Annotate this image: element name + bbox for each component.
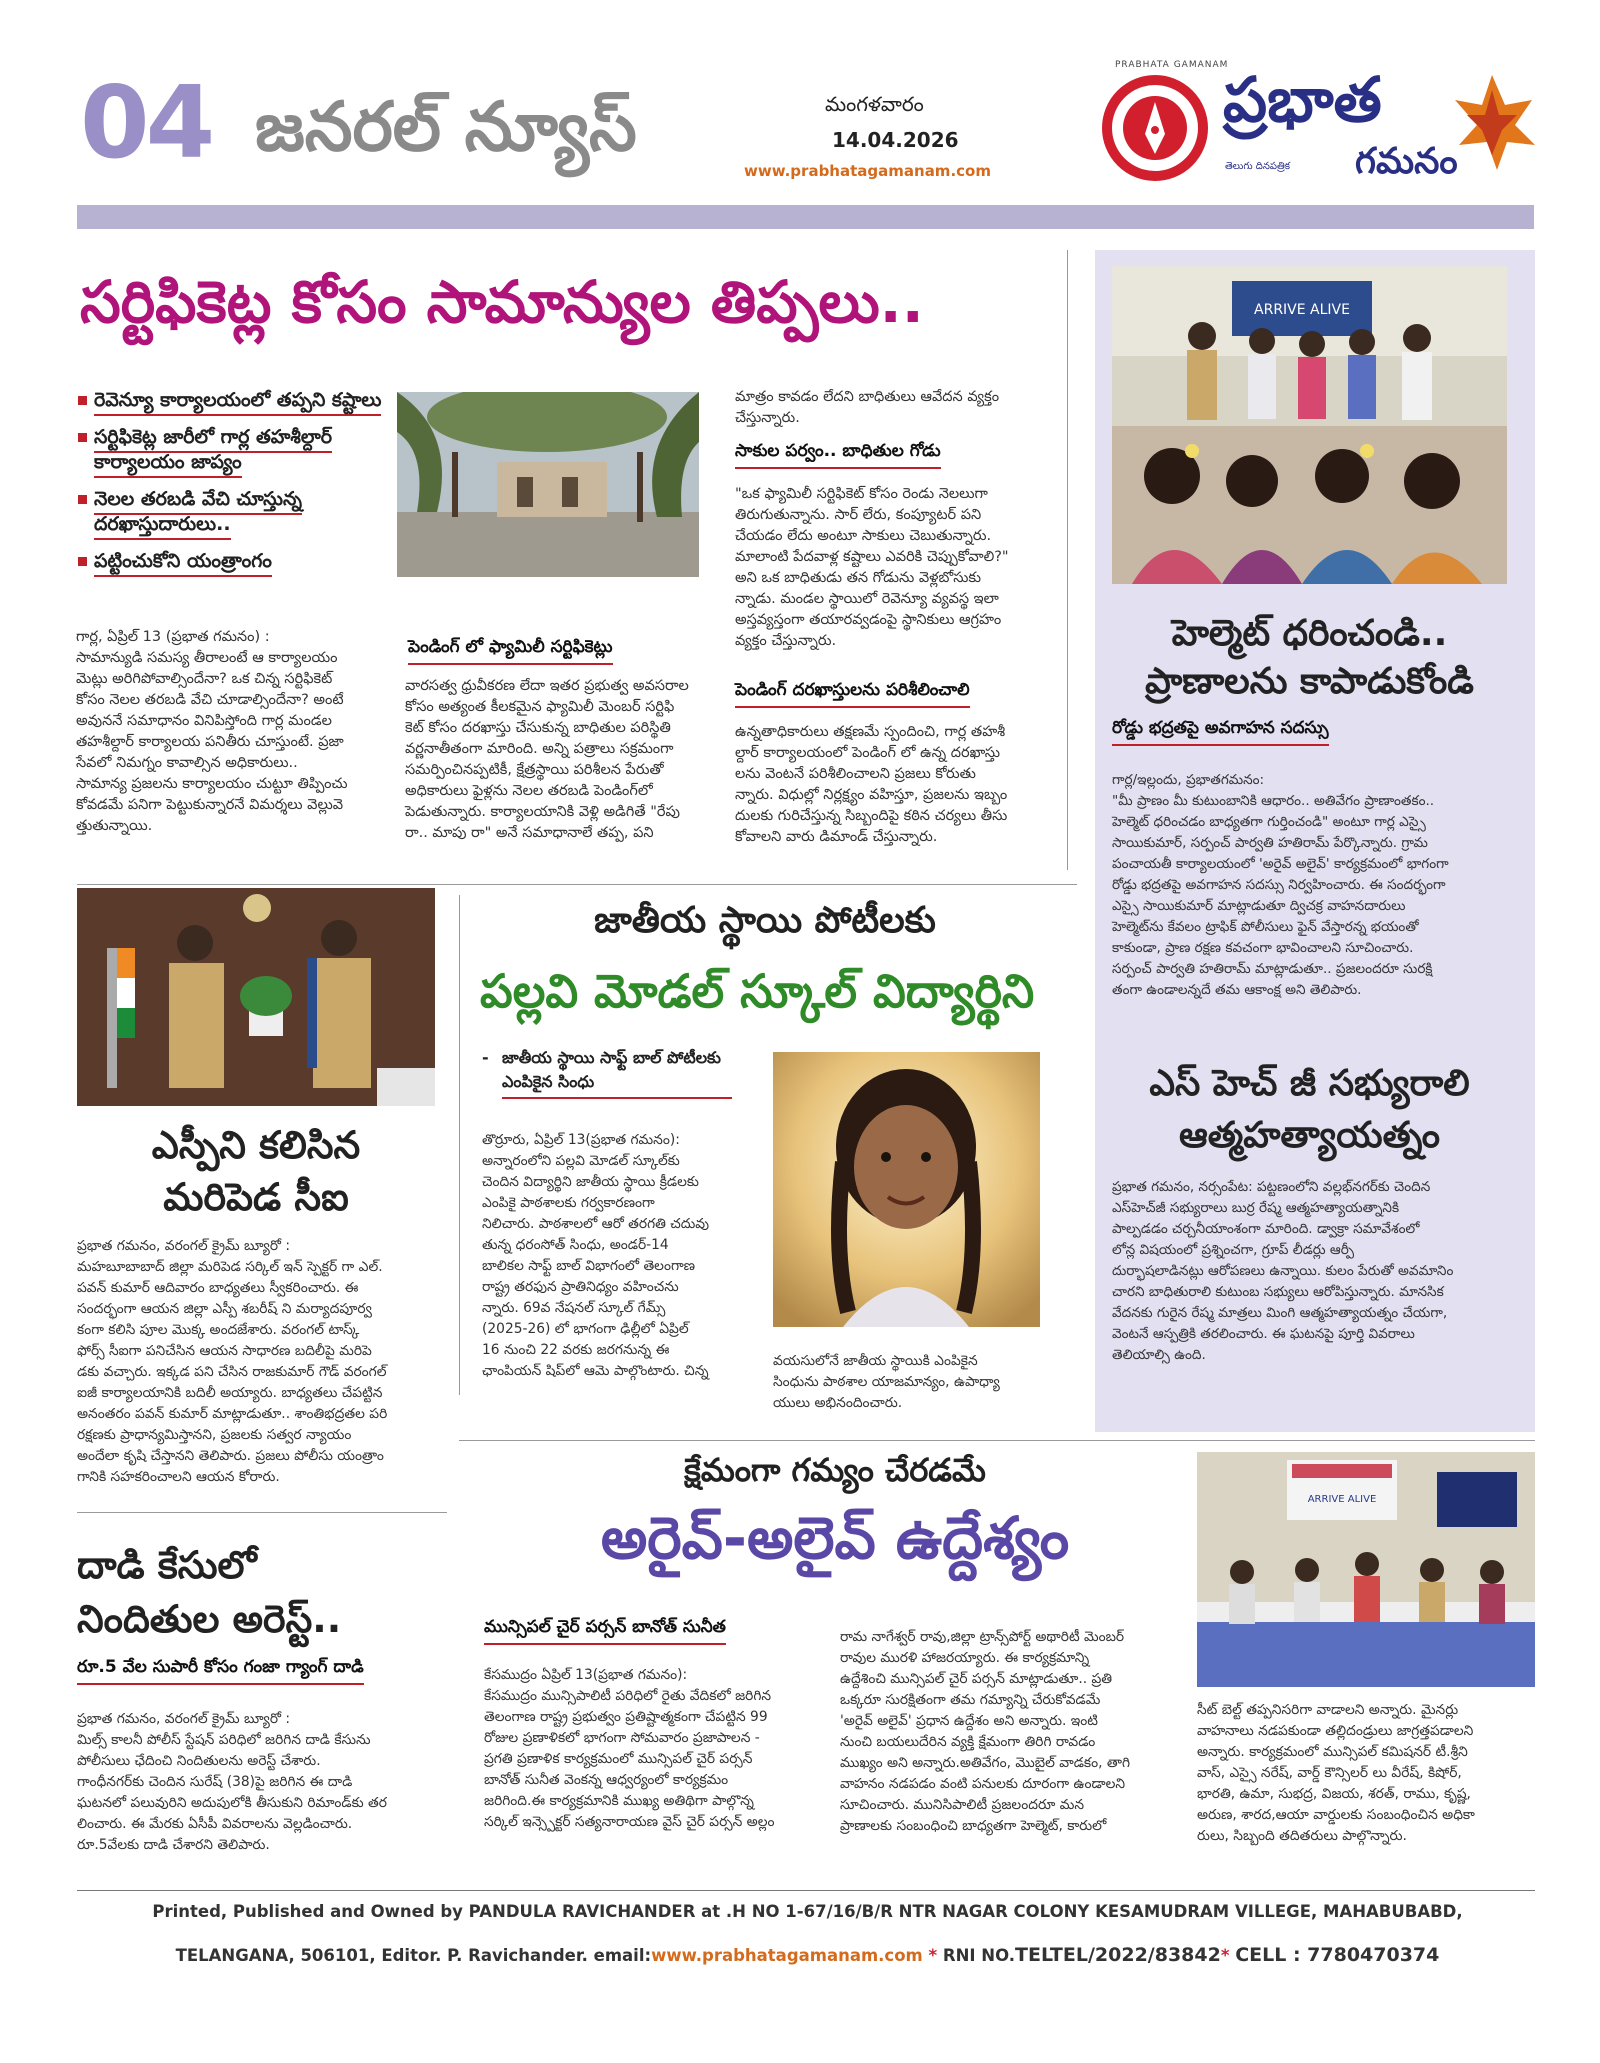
sp-headline-2: మరిపెడ సీఐ — [163, 1175, 349, 1219]
dadi-subhead: రూ.5 వేల సుపారీ కోసం గంజా గ్యాంగ్ దాడి — [77, 1657, 364, 1685]
row-divider — [77, 1512, 447, 1513]
pallavi-headline-1: జాతీయ స్థాయి పోటీలకు — [594, 900, 936, 941]
logo-title: ప్రభాత — [1223, 63, 1382, 136]
arrive-kicker: క్షేమంగా గమ్యం చేరడమే — [684, 1451, 986, 1489]
footer-star: * — [1220, 1946, 1236, 1965]
story1-col3-top: మాత్రం కావడం లేదని బాధితులు ఆవేదన వ్యక్తం చేస్తున్నారు. — [735, 389, 1000, 426]
bullet-item: పట్టించుకోని యంత్రాంగం — [76, 549, 386, 574]
column-divider — [459, 895, 460, 1395]
bullet-item: నెలల తరబడి వేచి చూస్తున్న దరఖాస్తుదారులు.. — [76, 487, 386, 537]
sp-meeting-photo — [77, 888, 435, 1106]
shg-body: ప్రభాత గమనం, నర్సంపేట: పట్టణంలోని వల్లభ్‌నగర్‌కు చెందిన ఎస్‌హెచ్‌జీ సభ్యురాలు బుర్ర రేష్మ ఆత్మహత్యాయత్నానికి పాల్పడడం చర్చనీయాంశంగా మారింది. డ్వాక్రా సమావేశంలో లోన్ల విషయంలో ప్రశ్నించగా, గ్రూప్ లీడర్లు ఆర్పీ దుర్భాషలాడినట్లు ఆరోపణలు ఉన్నాయి. కులం పేరుతో అవమానిం చారని బాధితురాలి కుటుంబ సభ్యులు ఆరోపిస్తున్నారు. మానసిక వేదనకు గురైన రేష్మ మాత్రలు మింగి ఆత్మహత్యాయత్నం చేయగా, వెంటనే ఆస్పత్రికి తరలించారు. ఈ ఘటనపై పూర్తి వివరాలు తెలియాల్సి ఉంది. — [1112, 1179, 1454, 1363]
dadi-body: ప్రభాత గమనం, వరంగల్ క్రైమ్ బ్యూరో : మిల్స్ కాలనీ పోలీస్ స్టేషన్ పరిధిలో జరిగిన దాడి కేసును పోలీసులు ఛేదించి నిందితులను అరెస్ట్ చేశారు. గాంధీనగర్‌కు చెందిన సురేష్ (38)పై జరిగిన ఈ దాడి ఘటనలో పలువురిని అదుపులోకి తీసుకుని రిమాండ్‌కు తర లించారు. ఈ మేరకు ఏసీపీ వివరాలను వెల్లడించారు. రూ.5వేలకు దాడి చేశారని తెలిపారు. — [77, 1711, 387, 1853]
leaf-icon — [1447, 70, 1537, 180]
story1-subhead-3: సాకుల పర్వం.. బాధితుల గోడు — [735, 441, 941, 469]
banner-text: ARRIVE ALIVE — [1254, 302, 1350, 318]
pallavi-bullet: - జాతీయ స్థాయి సాఫ్ట్ బాల్ పోటీలకు ఎంపికైన సింధు — [482, 1046, 732, 1099]
pallavi-caption: వయసులోనే జాతీయ స్థాయికి ఎంపికైన సింధును పాఠశాల యాజమాన్యం, ఉపాధ్యా యులు అభినందించారు. — [773, 1353, 1000, 1411]
footer-rule — [77, 1890, 1535, 1891]
footer-line-1: Printed, Published and Owned by PANDULA RAVICHANDER at .H NO 1-67/16/B/R NTR NAGAR COLONY KESAMUDRAM VILLEGE, MAHABUBABD, — [152, 1902, 1463, 1921]
shg-headline-2: ఆత్మహత్యాయత్నం — [1178, 1115, 1440, 1156]
pallavi-headline-2: పల్లవి మోడల్ స్కూల్ విద్యార్థిని — [480, 964, 1035, 1018]
story1-col1-text: గార్ల, ఏప్రిల్ 13 (ప్రభాత గమనం) : సామాన్యుడి సమస్య తీరాలంటే ఆ కార్యాలయం మెట్లు అరిగిపోవాల్సిందేనా? ఒక చిన్న సర్టిఫికెట్ కోసం నెలల తరబడి వేచి చూడాల్సిందేనా? అంటే అవుననే సమాధానం వినిపిస్తోంది గార్ల మండల తహశీల్దార్ కార్యాలయ పనితీరు చూస్తుంటే. ప్రజా సేవలో నిమగ్నం కావాల్సిన అధికారులు.. సామాన్య ప్రజలను కార్యాలయం చుట్టూ తిప్పించు కోవడమే పనిగా పెట్టుకున్నారనే విమర్శలు వెల్లువె త్తుతున్నాయి. — [76, 629, 348, 834]
sp-body: ప్రభాత గమనం, వరంగల్ క్రైమ్ బ్యూరో : మహబూబాబాద్ జిల్లా మరిపెడ సర్కిల్ ఇన్ స్పెక్టర్ గా ఎల్. పవన్ కుమార్ ఆదివారం బాధ్యతలు స్వీకరించారు. ఈ సందర్భంగా ఆయన జిల్లా ఎస్పీ శబరీష్ ని మర్యాదపూర్వ కంగా కలిసి పూల మొక్క అందజేశారు. వరంగల్ టాస్క్ ఫోర్స్ సీఐగా పనిచేసిన ఆయన సాధారణ బదిలీపై మరిపె డకు వచ్చారు. ఇక్కడ పని చేసిన రాజకుమార్ గౌడ్ వరంగల్ ఐజీ కార్యాలయానికి బదిలీ అయ్యారు. బాధ్యతలు చేపట్టిన అనంతరం పవన్ కుమార్ మాట్లాడుతూ.. శాంతిభద్రతల పరి రక్షణకు ప్రాధాన్యమిస్తానని, ప్రజలకు సత్వర న్యాయం అందేలా కృషి చేస్తానని తెలిపారు. ప్రజలు పోలీసు యంత్రాం గానికి సహకరించాలని ఆయన కోరారు. — [77, 1238, 388, 1485]
helmet-headline-2: ప్రాణాలను కాపాడుకోండి — [1145, 661, 1474, 702]
footer-email[interactable]: www.prabhatagamanam.com — [651, 1946, 923, 1965]
footer-line-2 — [80, 1944, 1535, 1966]
story1-subhead-2: పెండింగ్ లో ఫ్యామిలీ సర్టిఫికెట్లు — [408, 637, 613, 665]
arrive-col2: రామ నాగేశ్వర్ రావు,జిల్లా ట్రాన్స్‌పోర్ట్ అథారిటీ మెంబర్ రావుల మురళి హాజరయ్యారు. ఈ కార్యక్రమాన్ని ఉద్దేశించి మున్సిపల్ చైర్ పర్సన్ మాట్లాడుతూ.. ప్రతి ఒక్కరూ సురక్షితంగా తమ గమ్యాన్ని చేరుకోవడమే 'అరైవ్ అలైవ్' ప్రధాన ఉద్దేశం అని అన్నారు. ఇంటి నుంచి బయలుదేరిన వ్యక్తి క్షేమంగా తిరిగి రావడం ముఖ్యం అని అన్నారు.అతివేగం, మొబైల్ వాడకం, తాగి వాహనం నడపడం వంటి పనులకు దూరంగా ఉండాలని సూచించారు. మునిసిపాలిటీ ప్రజలందరూ మన ప్రాణాలకు సంబంధించి బాధ్యతగా హెల్మెట్, కారులో — [840, 1629, 1130, 1834]
logo-emblem-icon — [1095, 68, 1215, 188]
arrive-headline: అరైవ్-అలైవ్ ఉద్దేశ్యం — [600, 1504, 1070, 1572]
logo-tagline: తెలుగు దినపత్రిక — [1225, 161, 1291, 172]
column-divider — [1067, 250, 1068, 870]
masthead-website[interactable]: www.prabhatagamanam.com — [744, 162, 991, 180]
footer-rni-number: TELTEL/2022/83842 — [1015, 1944, 1221, 1966]
bullet-item: సర్టిఫికెట్ల జారీలో గార్ల తహశీల్దార్ కార్యాలయం జాప్యం — [76, 425, 386, 475]
logo-small-text: PRABHATA GAMANAM — [1115, 60, 1229, 70]
arrive-subhead: మున్సిపల్ చైర్ పర్సన్ బానోత్ సునీత — [484, 1617, 726, 1645]
banner-text: ARRIVE ALIVE — [1307, 1494, 1377, 1505]
story1-headline: సర్టిఫికెట్ల కోసం సామాన్యుల తిప్పలు.. — [80, 268, 924, 336]
header-band — [77, 205, 1534, 229]
arrive-col3: సీట్ బెల్ట్ తప్పనిసరిగా వాడాలని అన్నారు. మైనర్లు వాహనాలు నడపకుండా తల్లిదండ్రులు జాగ్రత్తపడాలని అన్నారు. కార్యక్రమంలో మున్సిపల్ కమిషనర్ టీ.శ్రీని వాస్, ఎస్సై నరేష్, వార్డ్ కౌన్సిలర్ లు వీరేష్, కిషోర్, భారతి, ఉమా, సుభద్ర, విజయ, శరత్, రాము, కృష్ణ, అరుణ, శారద,ఆయా వార్డులకు సంబంధించిన అధికా రులు, సిబ్బంది తదితరులు పాల్గొన్నారు. — [1197, 1702, 1475, 1844]
story1-col3-mid: "ఒక ఫ్యామిలీ సర్టిఫికెట్ కోసం రెండు నెలలుగా తిరుగుతున్నాను. సార్ లేరు, కంప్యూటర్ పని చేయడం లేదు అంటూ సాకులు చెబుతున్నారు. మాలాంటి పేదవాళ్ల కష్టాలు ఎవరికి చెప్పుకోవాలి?" అని ఒక బాధితుడు తన గోడును వెళ్లబోసుకు న్నాడు. మండల స్థాయిలో రెవెన్యూ వ్యవస్థ ఇలా అస్తవ్యస్తంగా తయారవ్వడంపై స్థానికులు ఆగ్రహం వ్యక్తం చేస్తున్నారు. — [735, 486, 1009, 649]
footer-cell: CELL : 7780470374 — [1235, 1944, 1440, 1966]
arrive-col1: కేసముద్రం ఏప్రిల్ 13(ప్రభాత గమనం): కేసముద్రం మున్సిపాలిటీ పరిధిలో రైతు వేదికలో జరిగిన తెలంగాణ రాష్ట్ర ప్రభుత్వం ప్రతిష్టాత్మకంగా చేపట్టిన 99 రోజుల ప్రణాళికలో భాగంగా సోమవారం ప్రజాపాలన - ప్రగతి ప్రణాళిక కార్యక్రమంలో మున్సిపల్ చైర్ పర్సన్ బానోత్ సునీత వెంకన్న ఆధ్వర్యంలో కార్యక్రమం జరిగింది.ఈ కార్యక్రమానికి ముఖ్య అతిథిగా పాల్గొన్న సర్కిల్ ఇన్స్పెక్టర్ సత్యనారాయణ వైస్ చైర్ పర్సన్ అల్లం — [484, 1667, 775, 1830]
dadi-headline-2: నిందితుల అరెస్ట్.. — [77, 1597, 342, 1641]
helmet-body: గార్ల/ఇల్లందు, ప్రభాతగమనం: "మీ ప్రాణం మీ కుటుంబానికి ఆధారం.. అతివేగం ప్రాణాంతకం.. హెల్మెట్ ధరించడం బాధ్యతగా గుర్తించండి" అంటూ గార్ల ఎస్సై సాయికుమార్, సర్పంచ్ పార్వతి హతిరామ్ పేర్కొన్నారు. గ్రామ పంచాయతీ కార్యాలయంలో 'అరైవ్ అలైవ్' కార్యక్రమంలో భాగంగా రోడ్డు భద్రతపై అవగాహన సదస్సు నిర్వహించారు. ఈ సందర్భంగా ఎస్సై సాయికుమార్ మాట్లాడుతూ ద్విచక్ర వాహనదారులు హెల్మెట్‌ను కేవలం ట్రాఫిక్ పోలీసులు ఫైన్ వేస్తారన్న భయంతో కాకుండా, ప్రాణ రక్షణ కవచంగా భావించాలని సూచించారు. సర్పంచ్ పార్వతి హతిరామ్ మాట్లాడుతూ.. ప్రజలందరూ సురక్షి తంగా ఉండాలన్నదే తమ ఆకాంక్ష అని తెలిపారు. — [1112, 772, 1449, 998]
section-title: జనరల్ న్యూస్ — [255, 88, 637, 167]
helmet-headline-1: హెల్మెట్ ధరించండి.. — [1171, 613, 1448, 654]
footer-address: TELANGANA, 506101, Editor. P. Ravichander. email: — [175, 1946, 652, 1965]
story1-col3-bottom: ఉన్నతాధికారులు తక్షణమే స్పందించి, గార్ల తహశీ ల్దార్ కార్యాలయంలో పెండింగ్ లో ఉన్న దరఖాస్తు లను వెంటనే పరిశీలించాలని ప్రజలు కోరుతు న్నారు. విధుల్లో నిర్లక్ష్యం వహిస్తూ, ప్రజలను ఇబ్బం దులకు గురిచేస్తున్న సిబ్బందిపై కఠిన చర్యలు తీసు కోవాలని వారు డిమాండ్ చేస్తున్నారు. — [735, 724, 1008, 845]
footer-star: * — [922, 1946, 943, 1965]
issue-date: 14.04.2026 — [832, 128, 959, 152]
dadi-headline-1: దాడి కేసులో — [77, 1543, 257, 1587]
logo-subtitle: గమనం — [1355, 141, 1458, 182]
row-divider — [77, 884, 1077, 885]
footer-rni-label: RNI NO. — [942, 1946, 1016, 1965]
sp-headline-1: ఎస్పీని కలిసిన — [151, 1123, 361, 1167]
student-photo — [773, 1052, 1040, 1327]
helmet-meeting-photo — [1112, 266, 1507, 584]
helmet-subhead: రోడ్డు భద్రతపై అవగాహన సదస్సు — [1112, 718, 1329, 746]
row-divider — [459, 1440, 1535, 1441]
shg-headline-1: ఎస్ హెచ్ జీ సభ్యురాలి — [1149, 1063, 1470, 1104]
pallavi-body: తొర్రూరు, ఏప్రిల్ 13(ప్రభాత గమనం): అన్నారంలోని పల్లవి మోడల్ స్కూల్‌కు చెందిన విద్యార్థిని జాతీయ స్థాయి క్రీడలకు ఎంపికై పాఠశాలకు గర్వకారణంగా నిలిచారు. పాఠశాలలో ఆరో తరగతి చదువు తున్న ధరంసోత్ సింధు, అండర్-14 బాలికల సాఫ్ట్ బాల్ విభాగంలో తెలంగాణ రాష్ట్ర తరఫున ప్రాతినిధ్యం వహించను న్నారు. 69వ నేషనల్ స్కూల్ గేమ్స్ (2025-26) లో భాగంగా ఢిల్లీలో ఏప్రిల్ 16 నుంచి 22 వరకు జరగనున్న ఈ ఛాంపియన్ షిప్‌లో ఆమె పాల్గొంటారు. చిన్న — [482, 1132, 710, 1379]
issue-day: మంగళవారం — [825, 92, 924, 116]
arrive-meeting-photo — [1197, 1452, 1535, 1687]
office-photo — [397, 392, 699, 577]
story1-bullets — [76, 388, 386, 574]
bullet-item: రెవెన్యూ కార్యాలయంలో తప్పని కష్టాలు — [76, 388, 386, 413]
story1-col2-text: వారసత్వ ధ్రువీకరణ లేదా ఇతర ప్రభుత్వ అవసరాల కోసం అత్యంత కీలకమైన ఫ్యామిలీ మెంబర్ సర్టిఫి కెట్ కోసం దరఖాస్తు చేసుకున్న బాధితుల పరిస్థితి వర్ణనాతీతంగా మారింది. అన్ని పత్రాలు సక్రమంగా సమర్పించినప్పటికీ, క్షేత్రస్థాయి పరిశీలన పేరుతో అధికారులు ఫైళ్లను నెలల తరబడి పెండింగ్‌లో పెడుతున్నారు. కార్యాలయానికి వెళ్లి అడిగితే "రేపు రా.. మాపు రా" అనే సమాధానాలే తప్ప, పని — [405, 678, 689, 841]
logo — [1095, 60, 1535, 200]
story1-subhead-4: పెండింగ్ దరఖాస్తులను పరిశీలించాలి — [735, 680, 970, 708]
page-number: 04 — [80, 64, 212, 181]
